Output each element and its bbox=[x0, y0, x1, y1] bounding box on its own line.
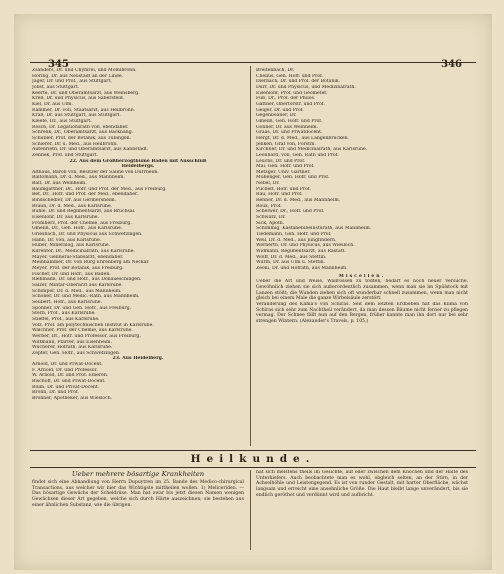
right-column bbox=[256, 68, 468, 446]
list-entry: Salzer, Militär-Oberarzt aus Karlsruhe. bbox=[32, 282, 123, 288]
list-entry: Bef, Dr., Hofr. und Prof. der Med., ebendaher. bbox=[32, 192, 139, 198]
list-entry: Wernerth, Dr. und Physicus, aus Wiesloch. bbox=[256, 243, 355, 249]
list-entry: Arnold, Dr. und Privat-Docent. bbox=[32, 362, 103, 368]
list-entry: Bindschedler, Dr. aus Germersheim. bbox=[32, 198, 117, 204]
article-right bbox=[256, 470, 468, 552]
list-entry: Renner, Dr. d. Med., aus Mannheim. bbox=[256, 198, 341, 204]
list-entry: Bronner, Apotheker, aus Wiesloch. bbox=[32, 396, 113, 402]
list-entry: Werber, Dr., Hofr. und Professor, aus Freiburg. bbox=[32, 333, 141, 339]
list-entry: Hergt, Dr. d. Med., aus Langenbrücken. bbox=[256, 135, 349, 141]
list-entry: Widmann, Regimentsarzt, aus Rastatt. bbox=[256, 249, 346, 254]
list-entry: Breitenbach, Dr. bbox=[256, 68, 295, 73]
article-heading: Ueber mehrere bösartige Krankheiten bbox=[71, 470, 205, 478]
list-entry: Griesbach, Dr. und Physicus aus Schwetzingen. bbox=[32, 232, 143, 238]
list-entry: W. Arnold, Dr. und Prof. Emeren. bbox=[32, 373, 109, 379]
list-entry: Keerte, Dr. und Oberamtsarzt, aus Weinsberg. bbox=[32, 90, 140, 96]
list-entry: Fromherz, Prof. der Chemie, aus Freiburg. bbox=[32, 220, 132, 226]
list-entry: Dürr, Dr. und Physicus, und Medizinalrath. bbox=[256, 84, 356, 90]
list-entry: Wolff, Dr. d. Med., aus Stettin. bbox=[256, 254, 327, 260]
list-entry: Meinhammer, Dr. von Burg Ehrenberg am Neckar. bbox=[32, 260, 150, 266]
list-entry: Stern, Prof., aus Karlsruhe. bbox=[32, 311, 96, 317]
list-entry: Dierbach, Dr. und Prof. der Botanik. bbox=[256, 79, 341, 85]
misc-heading: Miscellen. bbox=[338, 273, 386, 279]
list-entry: Mayer, Genneral-Stabsarzt, ebendaher. bbox=[32, 254, 124, 260]
list-entry: Wucherer, Hofrath, aus Karlsruhe. bbox=[32, 345, 113, 351]
list-entry: Rösch, Dr. Legationsrath von, ebendaher. bbox=[32, 124, 129, 130]
list-entry: Schübler, Prof. der Botanik, aus Tübingen. bbox=[32, 135, 132, 141]
list-entry: Zeoni, Dr. und Hofrath, aus Mannheim. bbox=[256, 265, 348, 271]
list-entry: Nebel, Dr. bbox=[256, 181, 280, 187]
list-entry: Volz, Prof. am polytechnischen Institut in Karlsruhe. bbox=[32, 322, 154, 328]
list-entry: Seubert, Hofr., aus Karlsruhe. bbox=[32, 299, 102, 305]
list-entry: Sponner, Dr. und Geh. Hofr., aus Freiburg. bbox=[32, 305, 132, 311]
list-entry: Schierer, Dr. u. Med., aus Heilbronn. bbox=[32, 141, 118, 147]
article-right-text: hat sich meistens theils im Gesichte, auf oder zwischen dem Knochen und der Halte des Unterkiefers. Auch beobachtete man es wohl, obgleich selten, an der Stirn, in der Achselhöhle und Leistengegend. Es ist von runder Gestalt, mit harter Oberfläche, wächst langsam und erreicht eine ansehnliche Größe. Die Haut bleibt lange unverändert, bis sie endlich geröthet und verdünnt wird und aufbricht. bbox=[256, 470, 468, 498]
list-entry: 23. Aus Heidelberg. bbox=[112, 356, 164, 362]
list-entry: Roux, Prof. bbox=[256, 203, 282, 209]
list-entry: Graas, Dr. und Privatdocent. bbox=[256, 130, 323, 136]
list-entry: Schwarz, Dr. bbox=[256, 215, 286, 221]
list-entry: Fischer, Dr. und Hofr., aus Baden. bbox=[32, 271, 111, 277]
list-entry: Kleefe, Dr., aus Stuttgart. bbox=[32, 118, 92, 124]
list-entry: Bühle, Dr. und Regimentsarzt, aus Bruchsal. bbox=[32, 209, 136, 215]
misc-paragraph-2: Veränderung des Klima's von Schiras. Seit dem letzten Erdbeben hat das Klima von Schiras sich sehr zum Nachtheil verändert, da man dessen Bäume nicht ferner zu pflegen vermag. Der Schnee fällt nun auf den Bergen, früher kannte man ihn dort nur bei sehr strengen Wintern. (Alexander's Travels, p. 105.) bbox=[256, 301, 468, 324]
list-entry: Höring, Dr. aus Neustadt an der Linde. bbox=[32, 73, 124, 79]
list-entry: Leonhard, von, Geh. Rath und Prof. bbox=[256, 152, 339, 158]
list-entry: Heidelbergs. bbox=[121, 164, 155, 170]
misc-paragraph-1: Ueber die Art und Weise, Wallrossen zu tödten, bedarf es noch neuer Versuche. Gewöhnlich ziehen sie sich außerordentlich zusammen, wenn man sie im Spülstock mit Lanzen stößt; die Wunden ziehen sich oft wunderbar schnell zusammen, wenn man nicht gleich bei einem Male die ganze Wirbelsäule zerstört. bbox=[256, 279, 468, 302]
list-entry: Tiedemann, Geh. Hofr. und Prof. bbox=[256, 232, 332, 238]
list-entry: Bronn, Dr. und Prof. bbox=[32, 390, 79, 396]
list-entry: Kirchner, Dr. und Medicinalrath, aus Karlsruhe. bbox=[256, 147, 368, 153]
list-entry: Schrenk, Dr., Oberamtsarzt, aus Backnang. bbox=[32, 130, 134, 136]
list-entry: Autenrieth, Dr. und Oberamtsarzt, aus Kannstadt. bbox=[32, 147, 149, 153]
list-entry: Fuß, Dr., Prof. der Philos. bbox=[256, 96, 316, 102]
list-entry: Zennek, Prof. und Stuttgart. bbox=[32, 152, 98, 158]
list-entry: Blum, Dr. und Privat-Docent. bbox=[32, 384, 100, 390]
header-rule bbox=[30, 62, 476, 63]
list-entry: Gmelin, Dr., Geh. Hofr., aus Karlsruhe. bbox=[32, 226, 123, 232]
list-entry: Gönner, Dr. aus Weinheim. bbox=[256, 124, 318, 130]
list-entry: Balt, Dr. aus Weinheim. bbox=[32, 181, 87, 187]
list-entry: Braun, Dr. d. Med., aus Karlsruhe. bbox=[32, 203, 113, 209]
list-entry: Zsanders, Dr. und Chymrei, und Mömlbronn. bbox=[32, 68, 137, 73]
list-entry: Kraß, Dr. aus Stuttgart, aus Stuttgart. bbox=[32, 113, 121, 119]
right-list bbox=[256, 68, 468, 272]
article-left-text: findet sich eine Abhandlung von Herrn Dupuytren im 25. Bande des Medico-chirurgical Transactions, aus welcher wir hier das Wichtigste mittheilen wollen. 1) Meliceriden. — Das bösartige Gewächs der Scheldrüse. Man hat zwar bis jetzt diesen Namen wenigen Gewächsen dieser Art gegeben, welche sich durch Härte auszeichnen; sie bestehen aus einer ähnlichen Substanz, wie die übrigen. bbox=[32, 480, 244, 508]
list-entry: Metzger, Univ. Gärtner. bbox=[256, 169, 311, 175]
list-entry: Rau, Hofr. und Prof. bbox=[256, 192, 303, 198]
list-entry: Chelius, Geh. Hofr. und Prof. bbox=[256, 73, 324, 79]
list-entry: Zepfer, Geh. Hofr., aus Schwetzingen. bbox=[32, 350, 121, 356]
list-entry: Schöner, Dr. und Medic.-Rath, aus Mannheim. bbox=[32, 294, 140, 300]
left-column bbox=[32, 68, 244, 446]
list-entry: Bischoff, Dr. und Privat-Docent. bbox=[32, 379, 106, 385]
list-entry: Mai, Geh. Hofr. und Prof. bbox=[256, 164, 315, 170]
list-entry: Kreß, Dr. und Physicus, aus Sabersfeld. bbox=[32, 96, 125, 102]
list-entry: Sick, Apoth. bbox=[256, 220, 285, 226]
section-title: Heilkunde. bbox=[30, 450, 476, 468]
list-entry: Schimper, Dr. d. Med., aus Mannheim. bbox=[32, 288, 122, 294]
list-entry: Baumgärtner, Dr., Hofr. und Prof. der Med., aus Freiburg. bbox=[32, 186, 167, 192]
list-entry: Riehmann, Dr. und Hofr., aus Donaueschingen. bbox=[32, 277, 142, 283]
list-entry: Mühenger, Geh. Hofr. und Prof. bbox=[256, 175, 330, 181]
page-number-right: 346 bbox=[441, 59, 462, 70]
column-divider bbox=[250, 66, 251, 446]
list-entry: Meyer, Prof. der Botanik, aus Freiburg. bbox=[32, 265, 124, 271]
list-entry: Jobst, aus Stuttgart. bbox=[32, 84, 80, 90]
list-entry: Weil, Dr. d. Med., aus Jungfindern. bbox=[256, 237, 337, 243]
list-entry: Rammer, Dr. von, Staatsarzt, aus Heilbronn. bbox=[32, 107, 136, 113]
list-entry: Althaus, Baron von, Besitzer der Saline von Dürrheim. bbox=[32, 169, 159, 175]
list-entry: Hahn, Dr. von, aus Karlsruhe. bbox=[32, 237, 102, 243]
list-entry: Huber, Mineralog, aus Karlsruhe. bbox=[32, 243, 111, 249]
list-entry: Jäger, Dr. und Prof., aus Stuttgart. bbox=[32, 79, 112, 85]
list-entry: Schelwer, Dr., Hofr. und Prof. bbox=[256, 209, 325, 215]
list-entry: Stieffel, Prof., aus Karlsruhe. bbox=[32, 316, 100, 322]
list-entry: Walchner, Prof. der Chemie, aus Karlsruhe. bbox=[32, 328, 133, 334]
list-entry: Puchelt, Hofr. und Prof. bbox=[256, 186, 311, 192]
list-entry: Geiger, Dr. und Prof. bbox=[256, 107, 304, 113]
list-entry: Wurm, Dr. aus Ulm u. Stettin. bbox=[256, 260, 326, 266]
bottom-column-divider bbox=[250, 470, 251, 550]
list-entry: Kilrenter, Dr., Medicinalrath, aus Karlsruhe. bbox=[32, 249, 135, 254]
list-entry: Eisenlohr, Prof. und Geometer. bbox=[256, 90, 328, 96]
list-entry: Gegenbeaner, Dr. bbox=[256, 113, 297, 119]
list-entry: Wiltmann, Pfarrer, aus Eisenheim. bbox=[32, 339, 112, 345]
list-entry: Baltomann, Dr. d. Med., aus Mannheim. bbox=[32, 175, 125, 181]
list-entry: Gattner, Oberforstr. und Prof. bbox=[256, 101, 325, 107]
list-entry: Leuchs, Dr. und Prof. bbox=[256, 158, 306, 164]
list-entry: F. Arnold, Dr. und Professor. bbox=[32, 367, 98, 373]
list-entry: 22. Aus dem Großherzogthume Baden mit Ausschluß bbox=[69, 158, 207, 164]
list-entry: Eisenlohr, Dr. aus Karlsruhe. bbox=[32, 215, 99, 221]
list-entry: Schimmig, Kastanebibeinsturath, aus Mannheim. bbox=[256, 226, 372, 232]
list-entry: Gmelin, Geh. Hofr. und Prof. bbox=[256, 118, 323, 124]
list-entry: Kiel, Dr. aus Ulm. bbox=[32, 101, 73, 107]
article-left bbox=[32, 470, 244, 552]
page-number-left: 345 bbox=[48, 59, 69, 70]
list-entry: Jenken, Graf von, Forstm. bbox=[256, 141, 316, 147]
